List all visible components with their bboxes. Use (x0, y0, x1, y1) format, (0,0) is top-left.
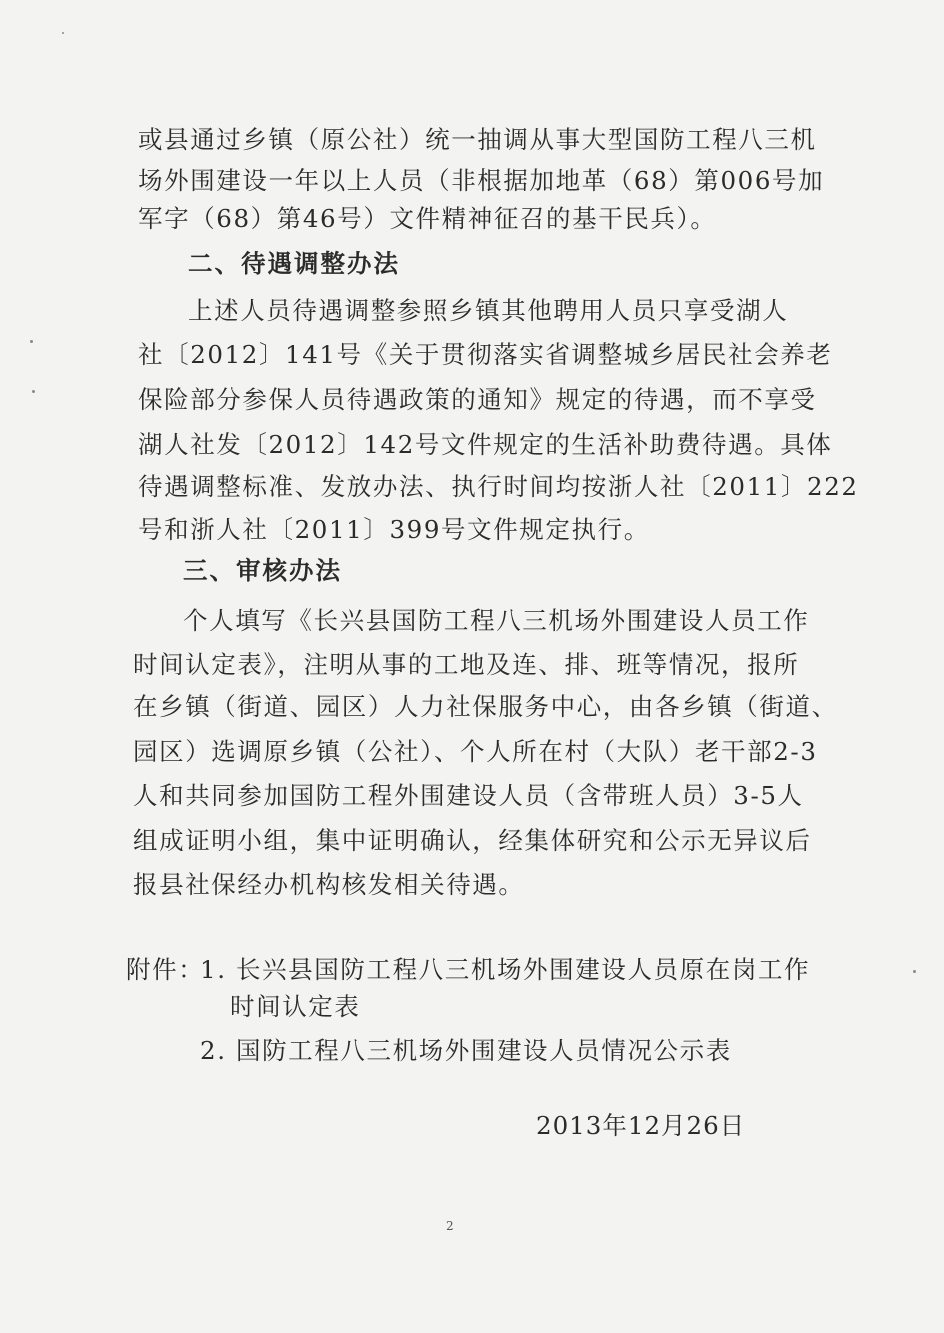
attachments-label: 附件： (126, 955, 205, 984)
scan-speck (62, 32, 64, 34)
paragraph-3-line-3: 在乡镇（街道、园区）人力社保服务中心，由各乡镇（街道、 (133, 692, 838, 721)
paragraph-2-line-4: 湖人社发〔2012〕142号文件规定的生活补助费待遇。具体 (138, 430, 833, 459)
paragraph-3-line-1: 个人填写《长兴县国防工程八三机场外围建设人员工作 (183, 606, 810, 635)
attachment-item-2: 2. 国防工程八三机场外围建设人员情况公示表 (200, 1036, 732, 1065)
paragraph-2-line-2: 社〔2012〕141号《关于贯彻落实省调整城乡居民社会养老 (138, 340, 833, 369)
paragraph-2-line-1: 上述人员待遇调整参照乡镇其他聘用人员只享受湖人 (188, 296, 789, 325)
paragraph-3-line-4: 园区）选调原乡镇（公社）、个人所在村（大队）老干部2-3 (133, 737, 818, 766)
paragraph-1-line-3: 军字（68）第46号）文件精神征召的基干民兵）。 (138, 204, 717, 233)
paragraph-1-line-1: 或县通过乡镇（原公社）统一抽调从事大型国防工程八三机 (138, 125, 817, 154)
paragraph-3-line-7: 报县社保经办机构核发相关待遇。 (133, 870, 525, 899)
page-number: 2 (446, 1219, 454, 1233)
paragraph-3-line-2: 时间认定表》，注明从事的工地及连、排、班等情况，报所 (133, 650, 800, 679)
paragraph-2-line-3: 保险部分参保人员待遇政策的通知》规定的待遇，而不享受 (138, 385, 817, 414)
section-heading-2: 二、待遇调整办法 (188, 249, 400, 278)
paragraph-3-line-5: 人和共同参加国防工程外围建设人员（含带班人员）3-5人 (133, 781, 804, 810)
paragraph-2-line-6: 号和浙人社〔2011〕399号文件规定执行。 (138, 515, 650, 544)
attachment-item-1-line-2: 时间认定表 (230, 992, 361, 1021)
paragraph-3-line-6: 组成证明小组，集中证明确认，经集体研究和公示无异议后 (133, 826, 812, 855)
scan-speck (30, 340, 33, 343)
section-heading-3: 三、审核办法 (183, 556, 342, 585)
scan-speck (32, 390, 35, 393)
document-date: 2013年12月26日 (536, 1111, 746, 1140)
paragraph-1-line-2: 场外围建设一年以上人员（非根据加地革（68）第006号加 (138, 166, 825, 195)
scan-speck (913, 970, 916, 973)
paragraph-2-line-5: 待遇调整标准、发放办法、执行时间均按浙人社〔2011〕222 (138, 472, 859, 501)
attachment-item-1-line-1: 1. 长兴县国防工程八三机场外围建设人员原在岗工作 (200, 955, 811, 984)
